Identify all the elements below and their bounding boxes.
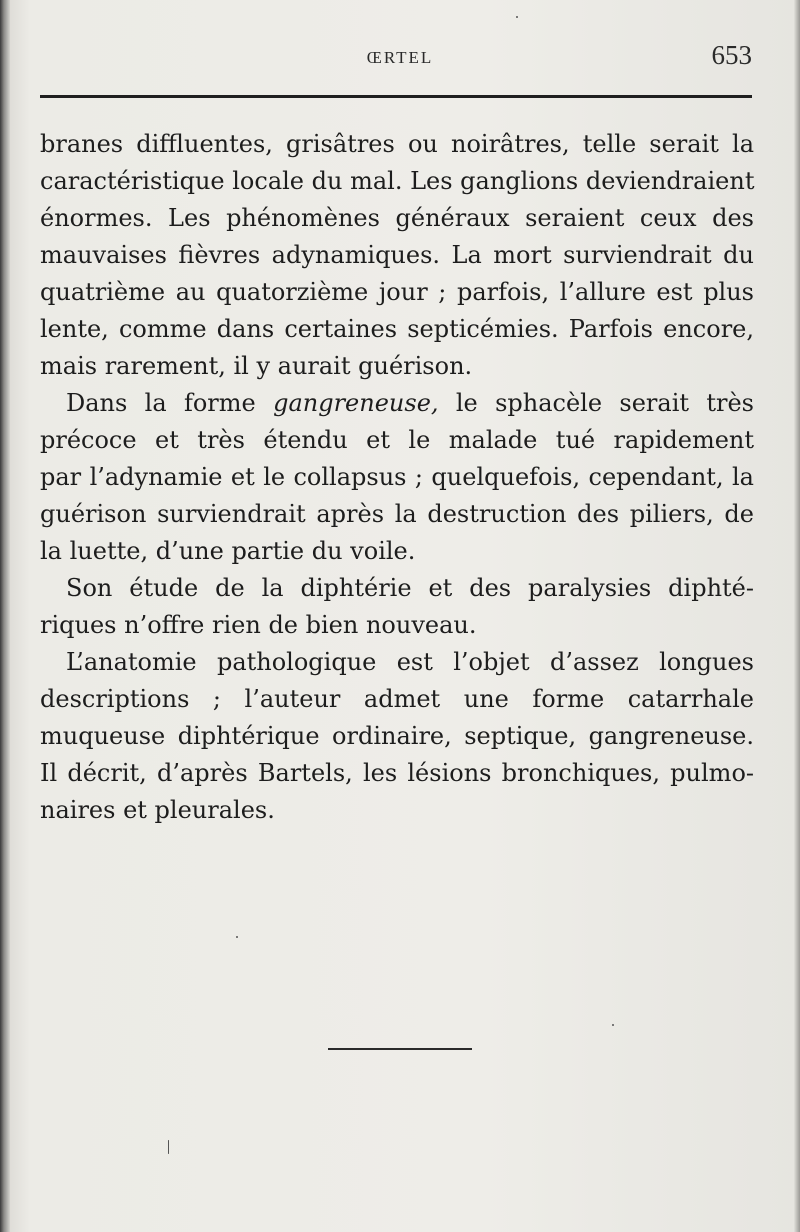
running-header-title: ŒRTEL (366, 48, 434, 67)
text-segment: Dans la forme (66, 389, 256, 417)
text-line: mais rarement, il y aurait guérison. (40, 352, 473, 380)
text-line: lente, comme dans certaines septicémies. Parfois encore, (40, 315, 754, 343)
section-end-rule (328, 1048, 472, 1050)
paragraph-start-line (40, 385, 754, 422)
text-segment: le sphacèle serait très (455, 389, 754, 417)
header-rule (40, 95, 752, 98)
paper-speck (168, 1140, 169, 1154)
text-line: précoce et très étendu et le malade tué rapidement (40, 426, 754, 454)
italic-term: gangreneuse, (273, 389, 439, 417)
paper-speck (612, 1024, 614, 1026)
text-line: riques n’offre rien de bien nouveau. (40, 611, 477, 639)
paragraph-start-line: L’anatomie pathologique est l’objet d’assez longues (66, 648, 754, 676)
page-number: 653 (711, 40, 752, 70)
paragraph-start-line: Son étude de la diphtérie et des paralysies diphté- (66, 574, 754, 602)
page-edge-shadow (794, 0, 800, 1232)
paper-speck (236, 936, 238, 938)
text-line: énormes. Les phénomènes généraux seraient ceux des (40, 204, 754, 232)
text-line: descriptions ; l’auteur admet une forme catarrhale (40, 685, 754, 713)
text-line: caractéristique locale du mal. Les ganglions deviendraient (40, 167, 755, 195)
text-line: branes diffluentes, grisâtres ou noirâtres, telle serait la (40, 130, 754, 158)
text-line: quatrième au quatorzième jour ; parfois, l’allure est plus (40, 278, 754, 306)
text-line: par l’adynamie et le collapsus ; quelquefois, cependant, la (40, 463, 754, 491)
text-line: naires et pleurales. (40, 796, 275, 824)
text-line: mauvaises fièvres adynamiques. La mort surviendrait du (40, 241, 754, 269)
paper-speck (516, 16, 518, 18)
text-line: la luette, d’une partie du voile. (40, 537, 416, 565)
text-line: Il décrit, d’après Bartels, les lésions bronchiques, pulmo- (40, 759, 754, 787)
text-line: muqueuse diphtérique ordinaire, septique, gangreneuse. (40, 722, 754, 750)
text-line: guérison surviendrait après la destruction des piliers, de (40, 500, 754, 528)
page-binding-shadow (0, 0, 10, 1232)
body-text (40, 126, 754, 829)
